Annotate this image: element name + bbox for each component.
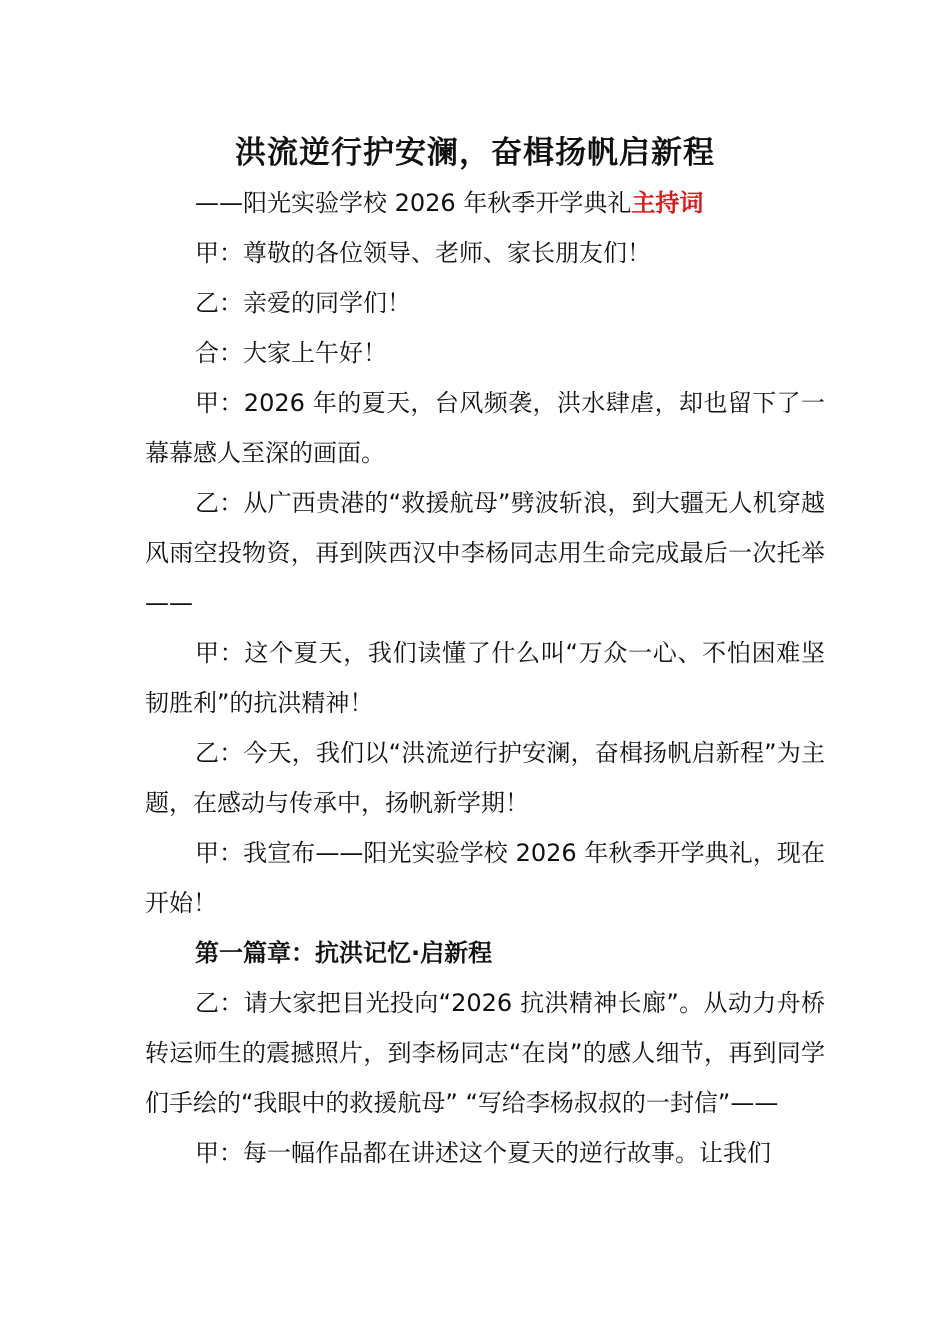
paragraph: 甲：尊敬的各位领导、老师、家长朋友们！ — [195, 239, 651, 267]
paragraph: 甲：这个夏天，我们读懂了什么叫“万众一心、不怕困难坚韧胜利”的抗洪精神！ — [145, 639, 825, 717]
paragraph: 合：大家上午好！ — [195, 339, 387, 367]
paragraph: 甲：2026 年的夏天，台风频袭，洪水肆虐，却也留下了一幕幕感人至深的画面。 — [145, 389, 825, 467]
paragraph: 乙：请大家把目光投向“2026 抗洪精神长廊”。从动力舟桥转运师生的震撼照片，到李杨同志“在岗”的感人细节，再到同学们手绘的“我眼中的救援航母” “写给李杨叔叔的一封信”—— — [145, 989, 825, 1117]
paragraph: 甲：每一幅作品都在讲述这个夏天的逆行故事。让我们 — [195, 1139, 771, 1167]
document-body — [145, 228, 825, 1178]
chapter-heading: 第一篇章：抗洪记忆·启新程 — [195, 939, 493, 967]
subtitle-highlight: 主持词 — [631, 189, 704, 217]
paragraph: 甲：我宣布——阳光实验学校 2026 年秋季开学典礼，现在开始！ — [145, 839, 825, 917]
document-subtitle — [195, 178, 703, 228]
paragraph: 乙：从广西贵港的“救援航母”劈波斩浪，到大疆无人机穿越风雨空投物资，再到陕西汉中李杨同志用生命完成最后一次托举—— — [145, 489, 825, 617]
subtitle-text: ——阳光实验学校 2026 年秋季开学典礼 — [195, 189, 632, 217]
document-title: 洪流逆行护安澜，奋楫扬帆启新程 — [235, 135, 715, 171]
paragraph: 乙：今天，我们以“洪流逆行护安澜，奋楫扬帆启新程”为主题，在感动与传承中，扬帆新学期！ — [145, 739, 825, 817]
paragraph: 乙：亲爱的同学们！ — [195, 289, 411, 317]
